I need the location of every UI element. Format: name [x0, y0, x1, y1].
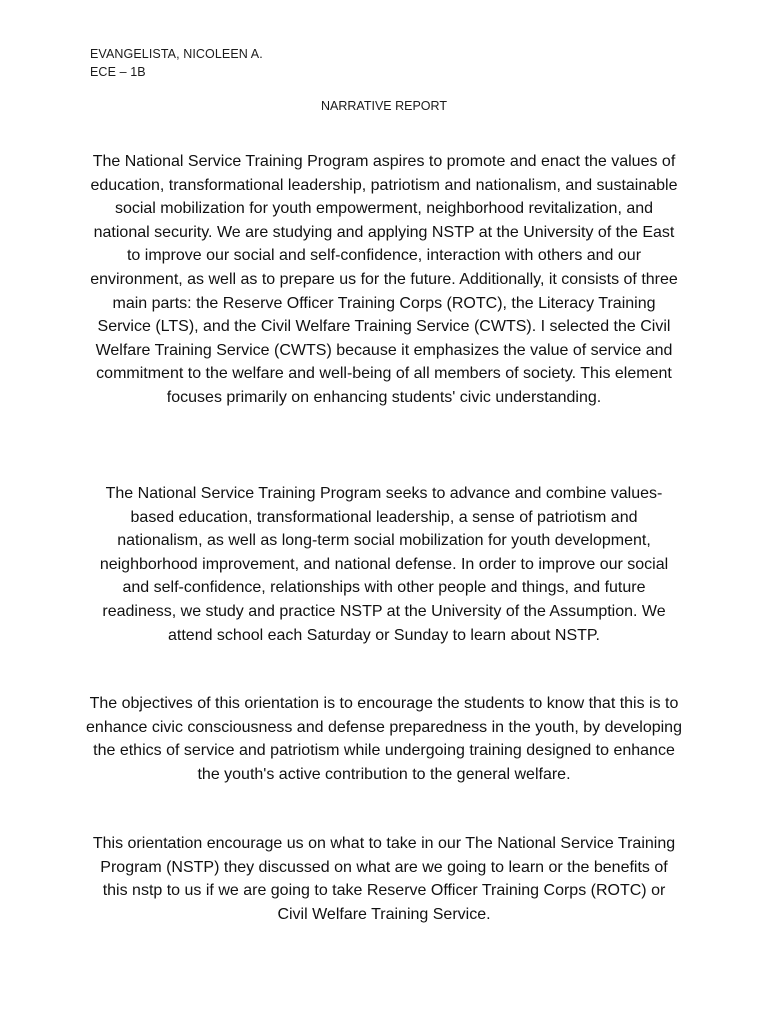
section-code: ECE – 1B: [90, 65, 146, 79]
author-name: EVANGELISTA, NICOLEEN A.: [90, 47, 263, 61]
paragraph-4: This orientation encourage us on what to take in our The National Service Training Program (NSTP) they discussed on what are we going to learn or the benefits of this nstp to us if we are going to take Reserve Officer Training Corps (ROTC) or Civil Welfare Training Service.: [92, 835, 676, 923]
paragraph-1: The National Service Training Program aspires to promote and enact the values of education, transformational leadership, patriotism and nationalism, and sustainable social mobilization for youth empowerment, neighborhood revitalization, and national security. We are studying and applying NSTP at the University of the East to improve our social and self-confidence, interaction with others and our environment, as well as to prepare us for the future. Additionally, it consists of three main parts: the Reserve Officer Training Corps (ROTC), the Literacy Training Service (LTS), and the Civil Welfare Training Service (CWTS). I selected the Civil Welfare Training Service (CWTS) because it emphasizes the value of service and commitment to the welfare and well-being of all members of society. This element focuses primarily on enhancing students' civic understanding.: [90, 153, 678, 406]
paragraph-2: The National Service Training Program seeks to advance and combine values-based education, transformational leadership, a sense of patriotism and nationalism, as well as long-term social mobilization for youth development, neighborhood improvement, and national defense. In order to improve our social and self-confidence, relationships with other people and things, and future readiness, we study and practice NSTP at the University of the Assumption. We attend school each Saturday or Sunday to learn about NSTP.: [99, 485, 669, 644]
document-title: NARRATIVE REPORT: [321, 99, 447, 113]
paragraph-3: The objectives of this orientation is to encourage the students to know that this is to enhance civic consciousness and defense preparedness in the youth, by developing the ethics of service and patriotism while undergoing training designed to enhance the youth's active contribution to the general welfare.: [86, 695, 682, 783]
